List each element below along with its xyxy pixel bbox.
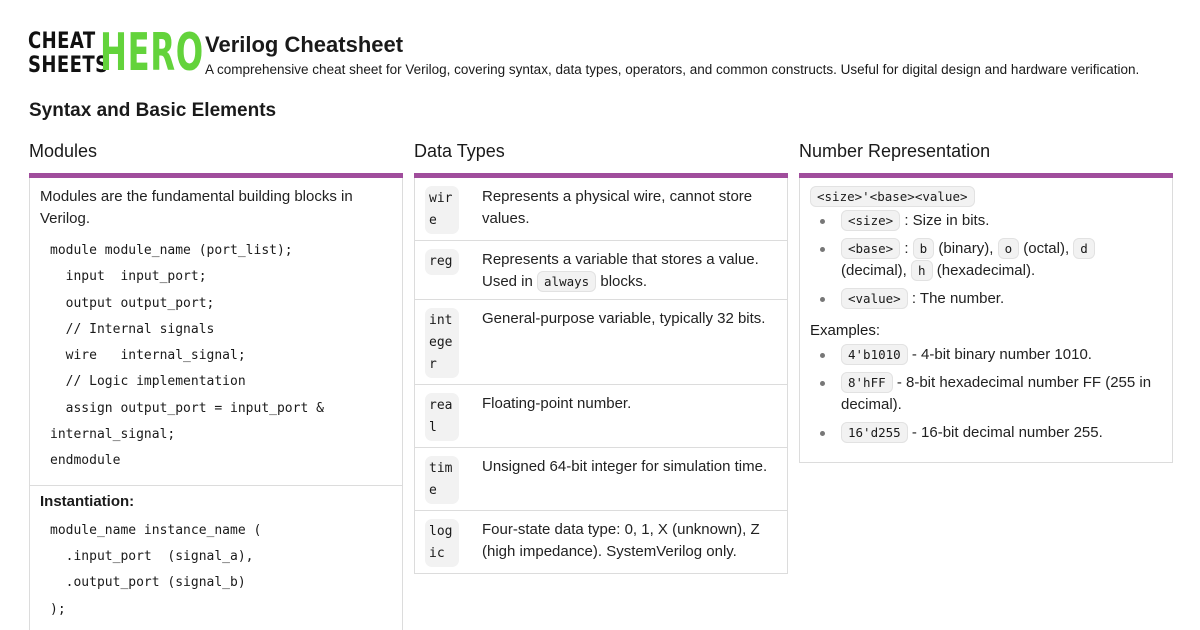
item-text: : bbox=[904, 240, 909, 257]
module-code-block bbox=[30, 230, 402, 485]
type-description: Unsigned 64-bit integer for simulation time. bbox=[482, 458, 768, 475]
table-row bbox=[415, 448, 787, 511]
inline-code: b bbox=[913, 238, 935, 259]
table-row bbox=[415, 300, 787, 385]
item-text: (hexadecimal). bbox=[936, 262, 1036, 279]
code-line: output output_port; bbox=[50, 295, 215, 311]
section-title: Syntax and Basic Elements bbox=[29, 100, 277, 121]
code-line: endmodule bbox=[50, 453, 121, 469]
item-text: (octal), bbox=[1023, 240, 1070, 257]
item-text: - 8-bit hexadecimal number FF (255 in decimal). bbox=[841, 374, 1152, 413]
code-line: input input_port; bbox=[50, 269, 207, 285]
item-text: (binary), bbox=[938, 240, 994, 257]
code-line: module module_name (port_list); bbox=[50, 243, 293, 258]
type-keyword: time bbox=[425, 456, 459, 504]
table-row bbox=[415, 511, 787, 573]
type-keyword: wire bbox=[425, 186, 459, 234]
item-text: (decimal), bbox=[841, 262, 907, 279]
code-line: module_name instance_name ( bbox=[50, 522, 262, 538]
item-text: : Size in bits. bbox=[904, 212, 990, 229]
table-row bbox=[415, 178, 787, 241]
desc-text: blocks. bbox=[596, 273, 648, 290]
table-row bbox=[415, 241, 787, 300]
inline-code: always bbox=[537, 271, 596, 292]
type-description: Four-state data type: 0, 1, X (unknown), Z (high impedance). SystemVerilog only. bbox=[482, 521, 760, 560]
inline-code: <base> bbox=[841, 238, 900, 259]
format-list bbox=[810, 210, 1162, 310]
modules-intro: Modules are the fundamental building blocks in Verilog. bbox=[40, 188, 353, 227]
list-item bbox=[810, 288, 1162, 310]
inline-code: d bbox=[1073, 238, 1095, 259]
type-description: Represents a physical wire, cannot store values. bbox=[482, 188, 753, 227]
inline-code: 16'd255 bbox=[841, 422, 908, 443]
type-description: Floating-point number. bbox=[482, 395, 632, 412]
inline-code: <size> bbox=[841, 210, 900, 231]
list-item bbox=[810, 372, 1162, 416]
modules-column bbox=[29, 140, 403, 630]
inline-code: o bbox=[998, 238, 1020, 259]
examples-list bbox=[810, 344, 1162, 444]
code-line: ); bbox=[50, 601, 66, 617]
code-line: // Internal signals bbox=[50, 321, 215, 337]
list-item bbox=[810, 238, 1162, 282]
item-text: - 16-bit decimal number 255. bbox=[911, 424, 1103, 441]
list-item bbox=[810, 210, 1162, 232]
table-row bbox=[415, 385, 787, 448]
number-representation-card bbox=[799, 178, 1173, 463]
code-line: .input_port (signal_a), bbox=[50, 548, 254, 564]
logo-hero-text: HERO bbox=[100, 23, 204, 83]
page-description: A comprehensive cheat sheet for Verilog, covering syntax, data types, operators, and common constructs. Useful for digital design and hardware verification. bbox=[205, 62, 1140, 77]
data-types-column bbox=[414, 140, 788, 574]
page-title: Verilog Cheatsheet bbox=[205, 32, 404, 57]
inline-code: 4'b1010 bbox=[841, 344, 908, 365]
inline-code: h bbox=[911, 260, 933, 281]
instantiation-code-block bbox=[30, 510, 402, 630]
number-representation-title: Number Representation bbox=[799, 141, 991, 161]
code-line: assign output_port = input_port & bbox=[50, 400, 324, 416]
type-keyword: reg bbox=[425, 249, 459, 275]
item-text: - 4-bit binary number 1010. bbox=[911, 346, 1092, 363]
examples-label: Examples: bbox=[810, 322, 881, 339]
instantiation-title: Instantiation: bbox=[40, 492, 135, 510]
format-code: <size>'<base><value> bbox=[810, 186, 975, 207]
list-item bbox=[810, 344, 1162, 366]
item-text: : The number. bbox=[911, 290, 1005, 307]
modules-title: Modules bbox=[29, 141, 98, 161]
code-line: // Logic implementation bbox=[50, 374, 246, 390]
code-line: internal_signal; bbox=[50, 427, 176, 443]
type-keyword: integer bbox=[425, 308, 459, 378]
number-representation-column bbox=[799, 140, 1173, 463]
cheatsheets-hero-logo[interactable] bbox=[28, 23, 204, 83]
type-keyword: real bbox=[425, 393, 459, 441]
code-line: .output_port (signal_b) bbox=[50, 575, 246, 591]
logo-cheat-text: CHEAT bbox=[28, 29, 96, 54]
list-item bbox=[810, 422, 1162, 444]
inline-code: <value> bbox=[841, 288, 908, 309]
data-types-title: Data Types bbox=[414, 141, 505, 161]
type-keyword: logic bbox=[425, 519, 459, 567]
code-line: wire internal_signal; bbox=[50, 348, 246, 364]
type-description: General-purpose variable, typically 32 bits. bbox=[482, 310, 766, 327]
modules-card bbox=[29, 178, 403, 630]
logo-sheets-text: SHEETS bbox=[28, 53, 109, 78]
data-types-table bbox=[414, 178, 788, 574]
desc-text: Represents a variable that stores a value. Used in bbox=[482, 251, 759, 290]
inline-code: 8'hFF bbox=[841, 372, 893, 393]
type-description bbox=[482, 249, 777, 293]
